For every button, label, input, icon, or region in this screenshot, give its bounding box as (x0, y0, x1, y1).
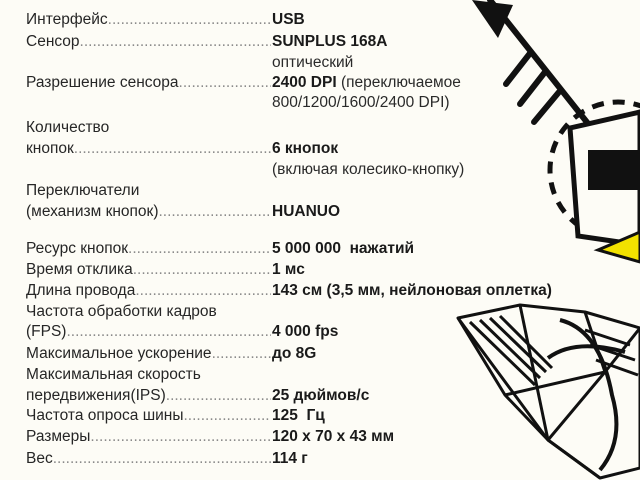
spec-value-extra: 800/1200/1600/2400 DPI) (272, 94, 450, 111)
spec-label: Интерфейс ..... (26, 9, 271, 30)
spec-label: Сенсор ..... (26, 31, 271, 52)
spec-value: 120 х 70 х 43 мм (272, 428, 395, 445)
box-icon (550, 102, 640, 262)
spec-value: HUANUO (272, 203, 341, 220)
spec-value: 4 000 fps (272, 323, 339, 340)
spec-value: до 8G (272, 345, 317, 362)
spec-value-extra: оптический (272, 54, 354, 71)
spec-value: 1 мс (272, 261, 305, 278)
spec-value: 5 000 000 нажатий (272, 240, 414, 257)
spec-value: 143 см (3,5 мм, нейлоновая оплетка) (272, 282, 552, 299)
spec-label-line1: Максимальная скорость (26, 366, 201, 383)
spec-label: (механизм кнопок) ..... (26, 201, 271, 222)
spec-value: 25 дюймов/с (272, 387, 370, 404)
spec-label: Длина провода ..... (26, 280, 271, 301)
spec-value: 114 г (272, 450, 308, 467)
spec-value: 6 кнопок (272, 140, 339, 157)
spec-value-note: (переключаемое (340, 74, 461, 91)
spec-label-line1: Количество (26, 119, 110, 136)
spec-label: передвижения(IPS) ..... (26, 385, 271, 406)
spec-value: USB (272, 11, 305, 28)
spec-label: кнопок ..... (26, 138, 271, 159)
spec-label: Время отклика ..... (26, 259, 271, 280)
spec-label: Разрешение сенсора ..... (26, 72, 271, 93)
spec-label-line1: Частота обработки кадров (26, 303, 217, 320)
spec-value: 125 Гц (272, 407, 325, 424)
spec-label: Частота опроса шины ..... (26, 405, 271, 426)
spec-label-line1: Переключатели (26, 182, 140, 199)
spec-value: 2400 DPI (переключаемое (272, 74, 461, 91)
spec-value: SUNPLUS 168A (272, 33, 388, 50)
spec-label: Размеры ..... (26, 426, 271, 447)
spec-value-extra: (включая колесико-кнопку) (272, 161, 465, 178)
spec-label: (FPS) ..... (26, 321, 271, 342)
spec-label: Ресурс кнопок ..... (26, 238, 271, 259)
spec-label: Максимальное ускорение ..... (26, 343, 271, 364)
gem-icon (458, 305, 640, 478)
spec-label: Вес ..... (26, 448, 271, 469)
